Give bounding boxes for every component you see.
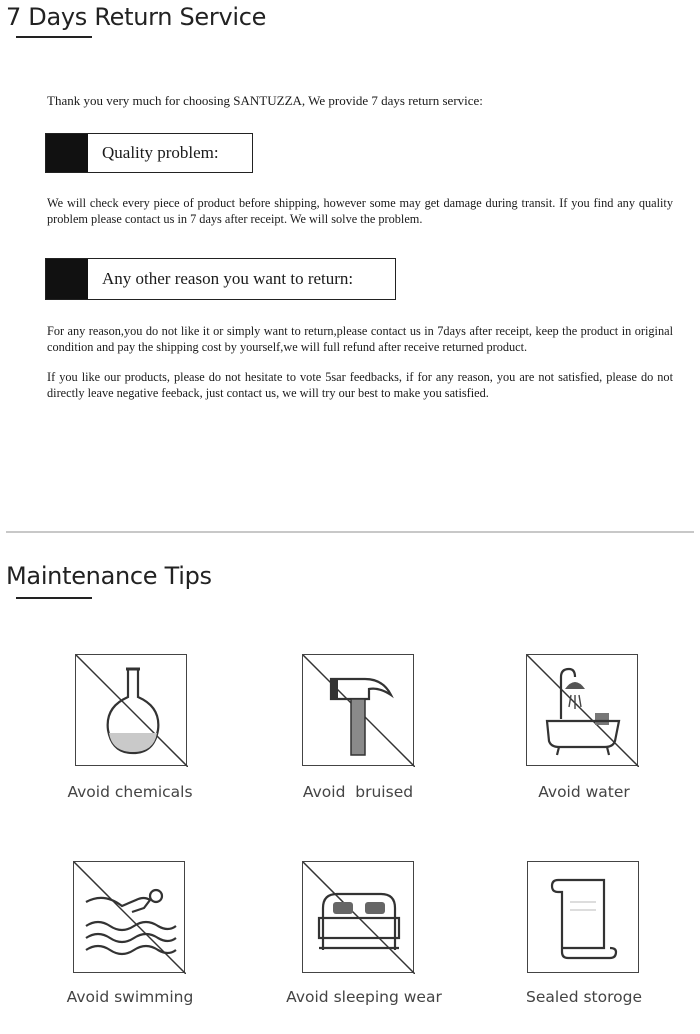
quality-problem-label-box <box>45 133 253 173</box>
quality-problem-label: Quality problem: <box>102 143 219 162</box>
feedback-text: If you like our products, please do not hesitate to vote 5sar feedbacks, if for any reason, you are not satisfied, please do not directly leave negative feeback, just contact us, we will try our best to make you satisfied. <box>47 370 673 400</box>
tip-caption: Avoid chemicals <box>67 783 193 801</box>
return-title-underline <box>16 36 92 38</box>
tip-caption: Avoid bruised <box>302 783 414 801</box>
label-black-block <box>46 259 88 299</box>
tip-caption: Avoid water <box>538 783 630 801</box>
swimmer-icon <box>73 861 185 973</box>
bed-icon <box>302 861 414 973</box>
quality-problem-text: We will check every piece of product before shipping, however some may get damage during transit. If you find any quality problem please contact us in 7 days after receipt. We will solve the problem. <box>47 196 673 226</box>
other-reason-text: For any reason,you do not like it or simply want to return,please contact us in 7days after receipt, keep the product in original condition and pay the shipping cost by yourself,we will full refund after receive returned product. <box>47 324 673 354</box>
bathtub-shower-icon <box>526 654 638 766</box>
scroll-icon <box>527 861 639 973</box>
return-intro-text: Thank you very much for choosing SANTUZZA, We provide 7 days return service: <box>47 93 483 108</box>
section-divider <box>6 531 694 533</box>
label-black-block <box>46 134 88 172</box>
other-reason-label: Any other reason you want to return: <box>102 269 354 288</box>
maintenance-section-title: Maintenance Tips <box>6 562 212 590</box>
return-section-title: 7 Days Return Service <box>6 3 267 31</box>
tip-caption: Avoid swimming <box>66 988 194 1006</box>
maintenance-title-underline <box>16 597 92 599</box>
other-reason-label-box <box>45 258 396 300</box>
tip-caption: Sealed storoge <box>525 988 642 1006</box>
flask-icon <box>75 654 187 766</box>
tip-caption: Avoid sleeping wear <box>286 988 442 1006</box>
hammer-icon <box>302 654 414 766</box>
